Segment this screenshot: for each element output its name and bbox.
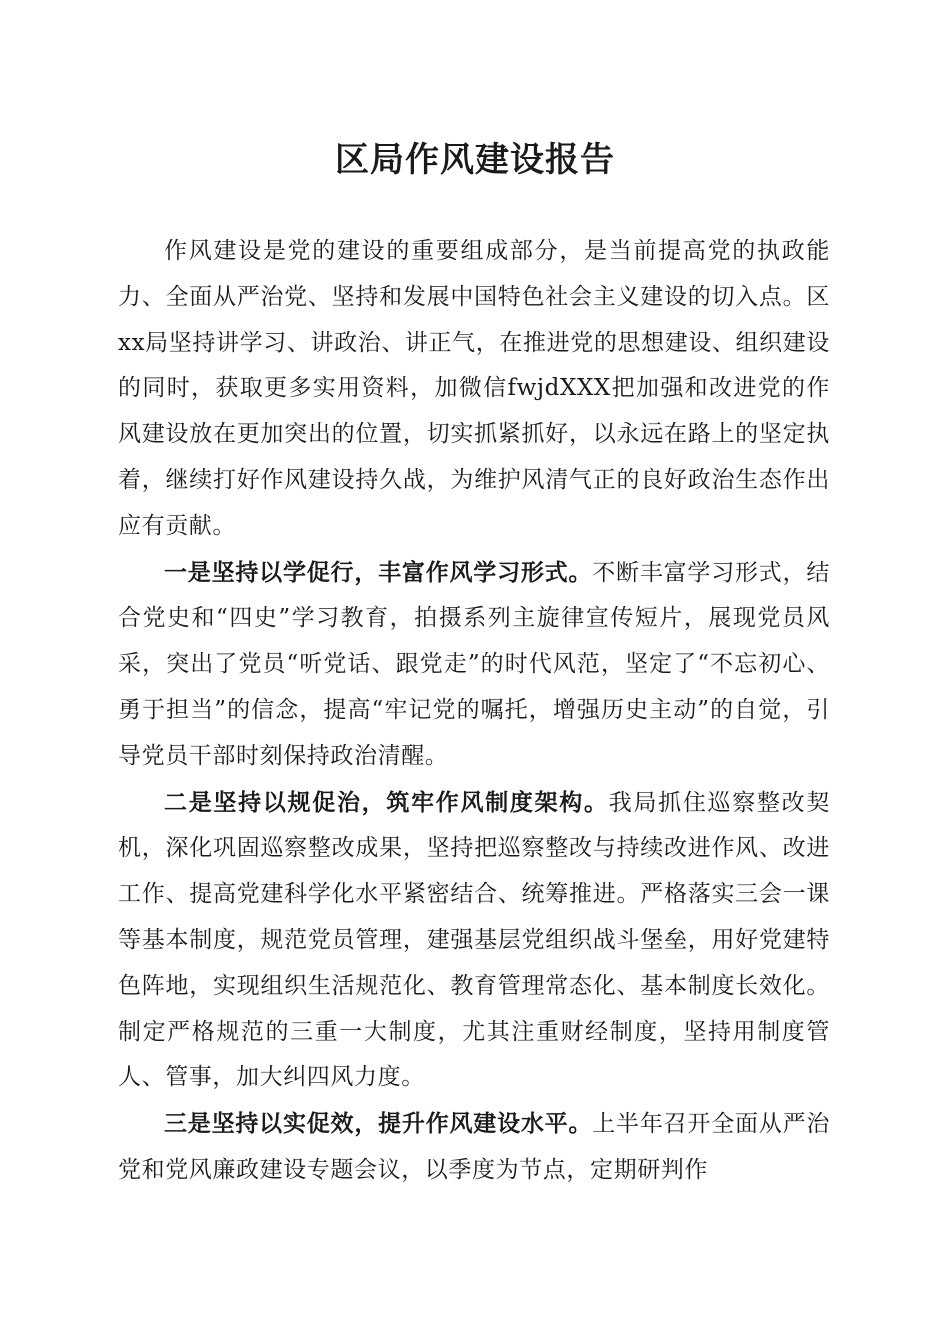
paragraph-lead: 二是坚持以规促治，筑牢作风制度架构。 <box>164 788 609 816</box>
document-title: 区局作风建设报告 <box>335 140 615 180</box>
document-body <box>118 228 830 1194</box>
paragraph-point-3 <box>118 1101 830 1194</box>
paragraph-point-1 <box>118 550 830 780</box>
paragraph-intro <box>118 228 830 550</box>
paragraph-point-2 <box>118 780 830 1102</box>
paragraph-text: 不断丰富学习形式，结合党史和“四史”学习教育，拍摄系列主旋律宣传短片，展现党员风采，突出了党员“听党话、跟党走”的时代风范，坚定了“不忘初心、勇于担当”的信念，提高“牢记党的嘱托，增强历史主动”的自觉，引导党员干部时刻保持政治清醒。 <box>118 559 830 769</box>
paragraph-text: 作风建设是党的建设的重要组成部分，是当前提高党的执政能力、全面从严治党、坚持和发展中国特色社会主义建设的切入点。区xx局坚持讲学习、讲政治、讲正气，在推进党的思想建设、组织建设的同时，获取更多实用资料，加微信fwjdXXX把加强和改进党的作风建设放在更加突出的位置，切实抓紧抓好，以永远在路上的坚定执着，继续打好作风建设持久战，为维护风清气正的良好政治生态作出应有贡献。 <box>118 238 830 539</box>
paragraph-text: 我局抓住巡察整改契机，深化巩固巡察整改成果，坚持把巡察整改与持续改进作风、改进工作、提高党建科学化水平紧密结合、统筹推进。严格落实三会一课等基本制度，规范党员管理，建强基层党组织战斗堡垒，用好党建特色阵地，实现组织生活规范化、教育管理常态化、基本制度长效化。制定严格规范的三重一大制度，尤其注重财经制度，坚持用制度管人、管事，加大纠四风力度。 <box>118 789 830 1091</box>
paragraph-lead: 一是坚持以学促行，丰富作风学习形式。 <box>164 558 593 586</box>
paragraph-lead: 三是坚持以实促效，提升作风建设水平。 <box>164 1110 593 1138</box>
paragraph-text: 上半年召开全面从严治党和党风廉政建设专题会议，以季度为节点，定期研判作 <box>118 1111 830 1183</box>
